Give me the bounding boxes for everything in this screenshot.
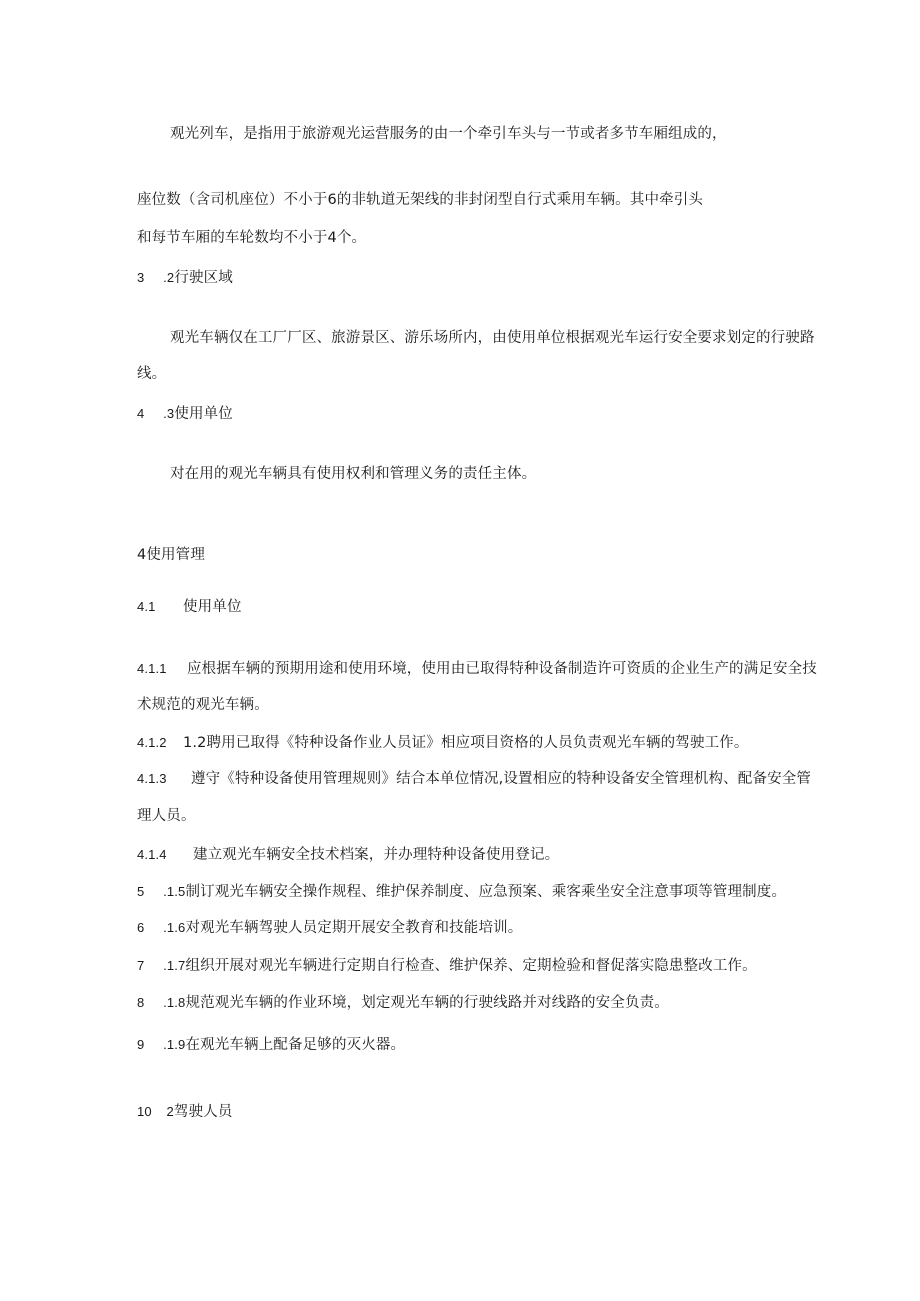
item-number: 4.1.1 <box>137 661 167 676</box>
item-text: 术规范的观光车辆。 <box>137 697 269 713</box>
item-text: 应根据车辆的预期用途和使用环境，使用由已取得特种设备制造许可资质的企业生产的满足安全技 <box>187 661 817 677</box>
section-title: 4使用管理 <box>137 547 205 563</box>
section-heading-3-2 <box>137 268 233 288</box>
item-subnumber: .1.6 <box>163 920 186 935</box>
list-item-5 <box>137 882 786 902</box>
paragraph-line <box>137 228 366 248</box>
item-subnumber: .1.7 <box>163 958 186 973</box>
item-number: 6 <box>137 920 145 935</box>
item-text: 在观光车辆上配备足够的灭火器。 <box>185 1037 406 1053</box>
item-text: 制订观光车辆安全操作规程、维护保养制度、应急预案、乘客乘坐安全注意事项等管理制度。 <box>185 884 787 900</box>
item-text: 建立观光车辆安全技术档案，并办理特种设备使用登记。 <box>193 847 560 863</box>
item-text: 组织开展对观光车辆进行定期自行检查、维护保养、定期检验和督促落实隐患整改工作。 <box>185 958 757 974</box>
section-number: 4.1 <box>137 599 156 614</box>
section-subnumber: .3 <box>163 406 175 421</box>
section-title: 使用单位 <box>183 599 242 615</box>
section-title: 使用单位 <box>174 406 233 422</box>
section-heading-10 <box>137 1102 233 1122</box>
item-subnumber: .1.5 <box>163 884 186 899</box>
para-text: 观光列车，是指用于旅游观光运营服务的由一个牵引车头与一节或者多节车厢组成的， <box>170 126 727 142</box>
paragraph-line <box>170 328 815 348</box>
section-number: 4 <box>137 406 145 421</box>
paragraph-line <box>137 695 269 715</box>
section-heading-4-1 <box>137 597 242 617</box>
para-text: 观光车辆仅在工厂厂区、旅游景区、游乐场所内，由使用单位根据观光车运行安全要求划定的行驶路 <box>170 330 815 346</box>
item-text: 遵守《特种设备使用管理规则》结合本单位情况,设置相应的特种设备安全管理机构、配备安全管 <box>191 771 812 787</box>
section-title: 行驶区域 <box>174 270 233 286</box>
item-number: 7 <box>137 958 145 973</box>
item-subnumber: .1.9 <box>163 1037 186 1052</box>
paragraph-line <box>137 806 196 826</box>
section-heading-3-3 <box>137 404 233 424</box>
list-item-4-1-3 <box>137 769 811 789</box>
item-subnumber: .1.8 <box>163 995 186 1010</box>
list-item-4-1-2 <box>137 733 749 753</box>
item-number: 8 <box>137 995 145 1010</box>
section-subnumber: .2 <box>163 270 175 285</box>
paragraph-line <box>170 124 727 144</box>
item-number: 4.1.4 <box>137 847 167 862</box>
list-item-4-1-1 <box>137 659 817 679</box>
item-text: 对观光车辆驾驶人员定期开展安全教育和技能培训。 <box>185 920 523 936</box>
section-heading-4 <box>137 545 205 565</box>
para-text: 对在用的观光车辆具有使用权利和管理义务的责任主体。 <box>170 466 537 482</box>
para-text: 座位数（含司机座位）不小于6的非轨道无架线的非封闭型自行式乘用车辆。其中牵引头 <box>137 192 704 208</box>
list-item-6 <box>137 918 522 938</box>
section-number: 10 <box>137 1104 152 1119</box>
item-number: 4.1.3 <box>137 771 167 786</box>
list-item-8 <box>137 993 669 1013</box>
item-number: 5 <box>137 884 145 899</box>
section-number: 3 <box>137 270 145 285</box>
list-item-9 <box>137 1035 405 1055</box>
para-text: 线。 <box>137 366 167 382</box>
para-text: 和每节车厢的车轮数均不小于4个。 <box>137 230 367 246</box>
item-text: 规范观光车辆的作业环境，划定观光车辆的行驶线路并对线路的安全负责。 <box>185 995 669 1011</box>
item-number: 9 <box>137 1037 145 1052</box>
section-title: 驾驶人员 <box>173 1104 233 1120</box>
list-item-4-1-4 <box>137 845 559 865</box>
section-subnumber: 2 <box>166 1104 174 1119</box>
item-text: 1.2聘用已取得《特种设备作业人员证》相应项目资格的人员负责观光车辆的驾驶工作。 <box>183 735 749 751</box>
paragraph-line <box>137 364 166 384</box>
item-number: 4.1.2 <box>137 735 167 750</box>
list-item-7 <box>137 956 757 976</box>
paragraph-line <box>137 190 703 210</box>
item-text: 理人员。 <box>137 808 196 824</box>
paragraph-line <box>170 464 536 484</box>
